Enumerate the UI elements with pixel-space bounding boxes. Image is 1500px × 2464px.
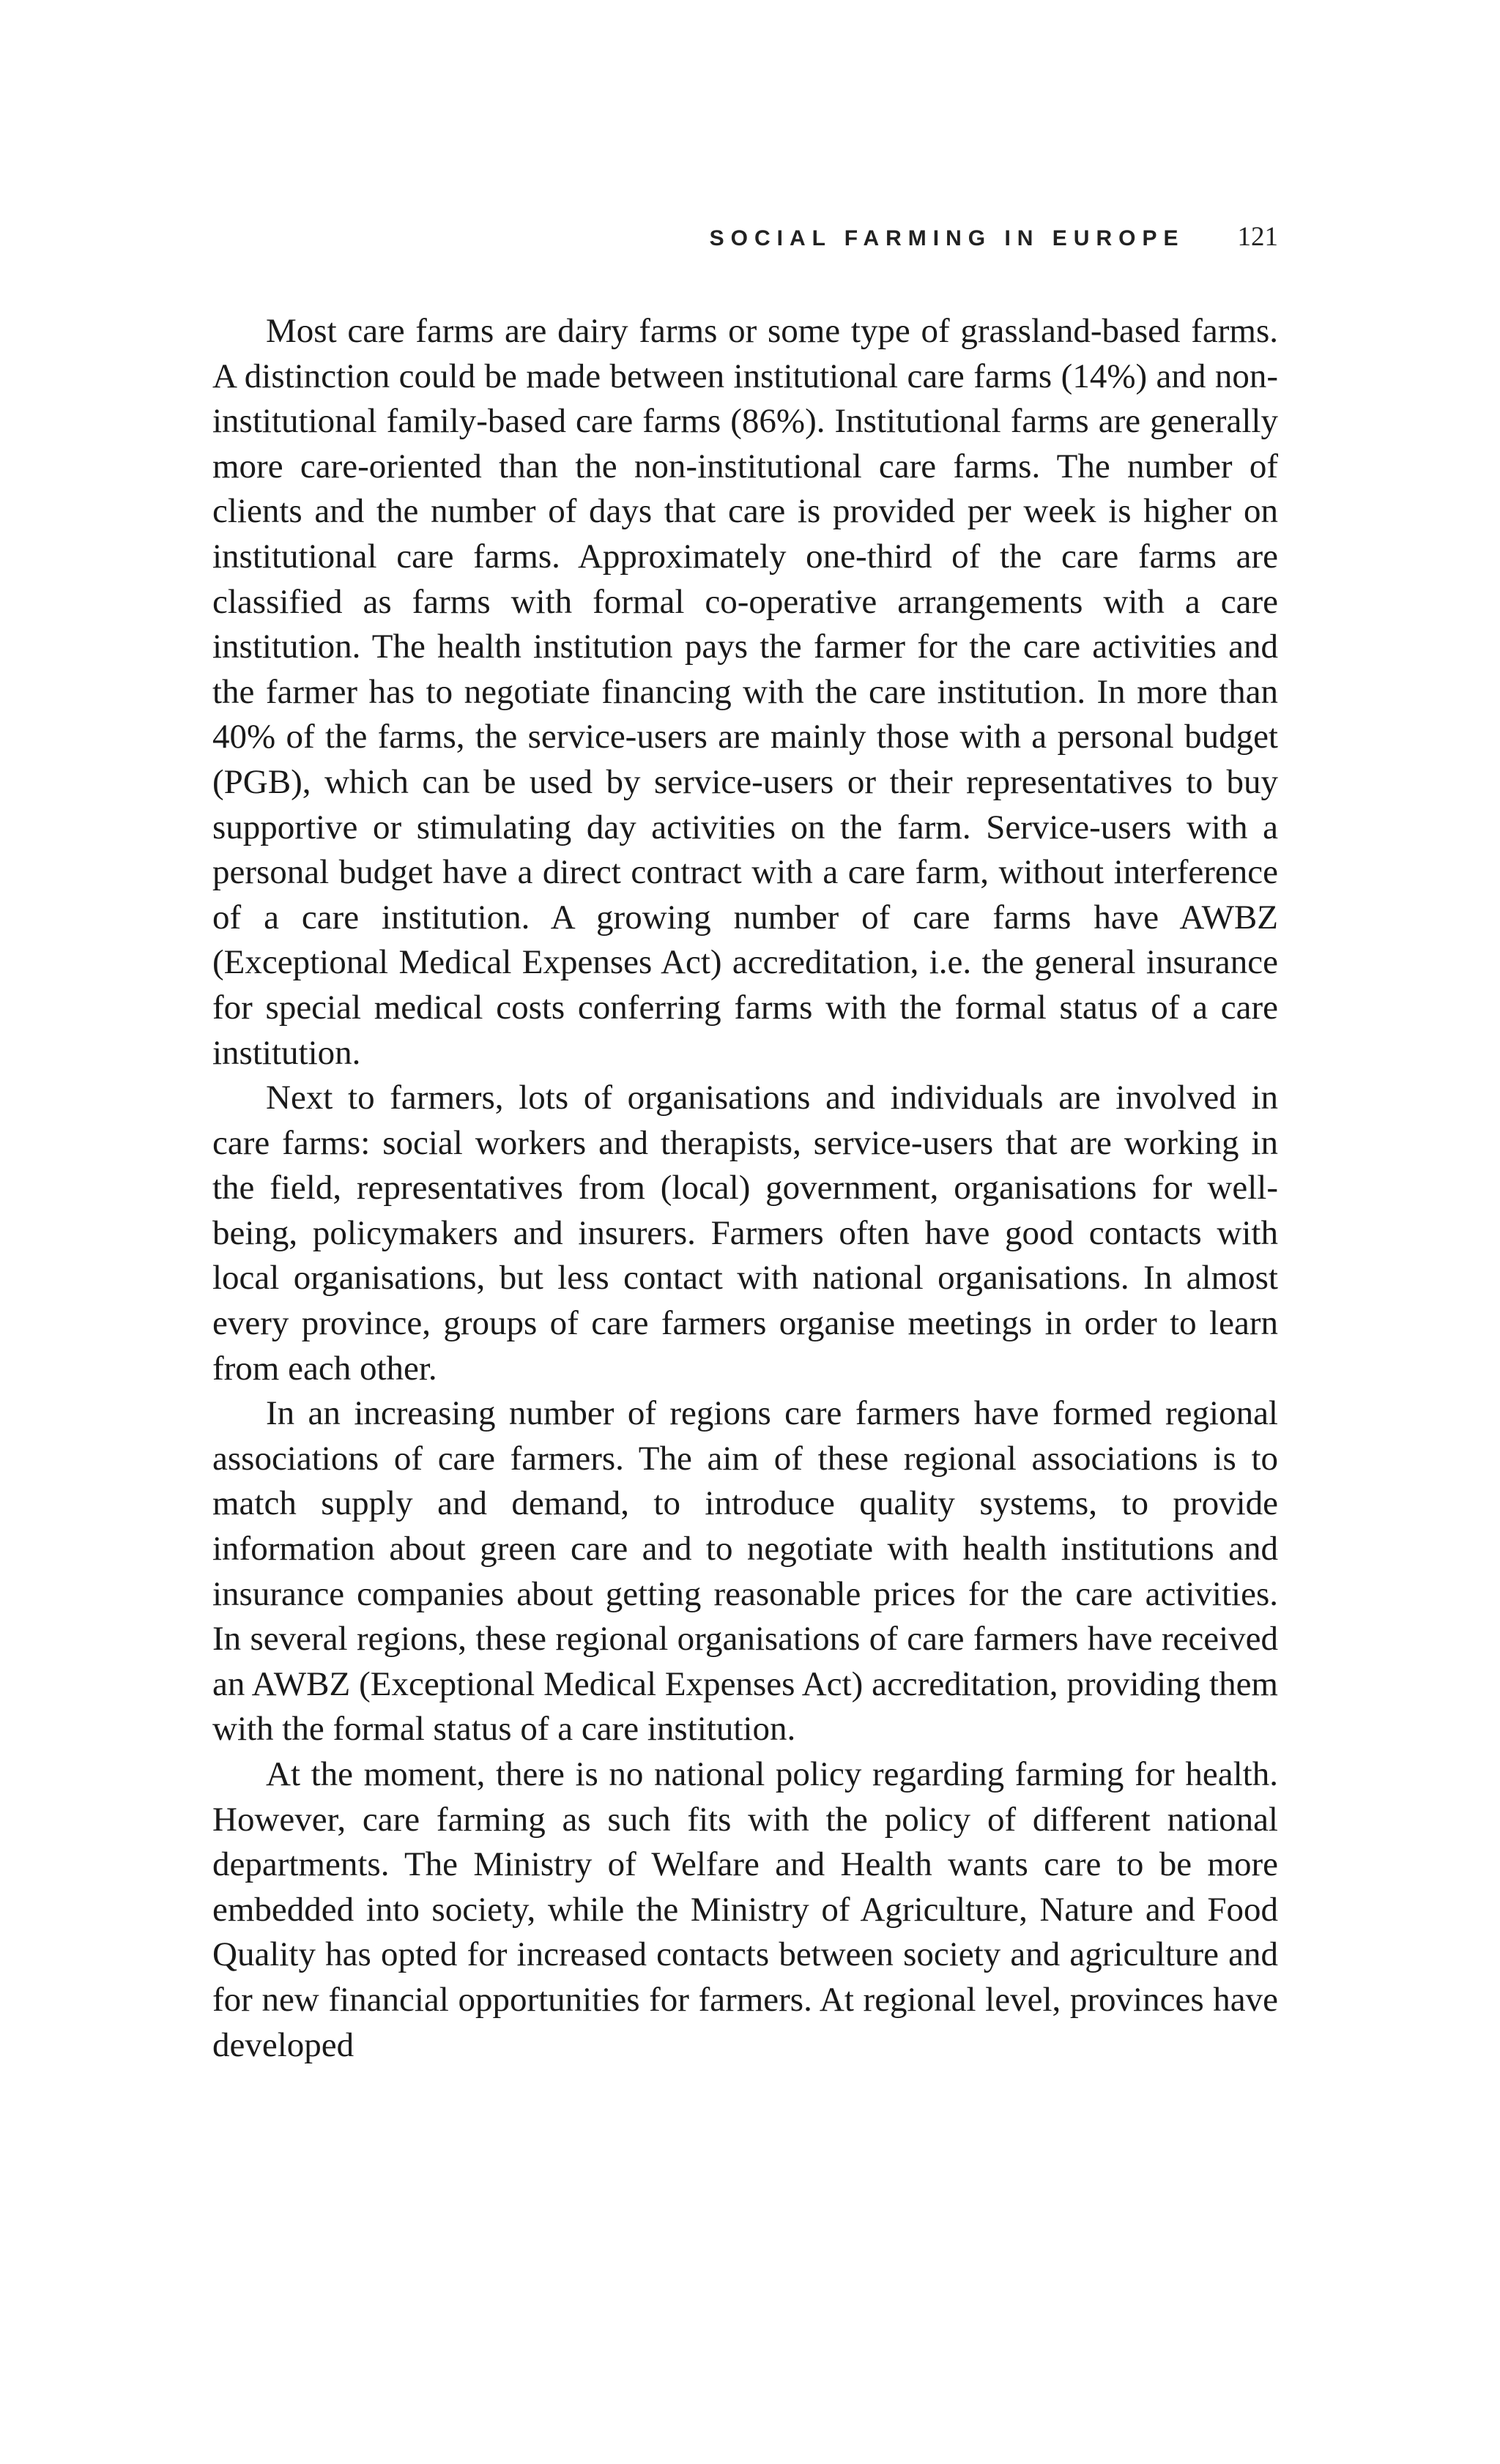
- page-number: 121: [1237, 222, 1278, 252]
- running-title: SOCIAL FARMING IN EUROPE: [709, 226, 1185, 250]
- running-head: [212, 221, 1278, 265]
- paragraph-regional-associations: In an increasing number of regions care farmers have formed regional associations of care farmers. The aim of these regional associations is to match supply and demand, to introduce quality systems, to provide information about green care and to negotiate with health institutions and insurance companies about getting reasonable prices for the care activities. In several regions, these regional organisations of care farmers have received an AWBZ (Exceptional Medical Expenses Act) accreditation, providing them with the formal status of a care institution.: [212, 1394, 1278, 1749]
- paragraph-stakeholders: Next to farmers, lots of organisations and individuals are involved in care farms: social workers and therapists, service-users that are working in the field, representatives from (local) government, organisations for well-being, policymakers and insurers. Farmers often have good contacts with local organisations, but less contact with national organisations. In almost every province, groups of care farmers organise meetings in order to learn from each other.: [212, 1079, 1278, 1388]
- paragraph-care-farm-types: Most care farms are dairy farms or some type of grassland-based farms. A distinction could be made between institutional care farms (14%) and non-institutional family-based care farms (86%). Institutional farms are generally more care-oriented than the non-institutional care farms. The number of clients and the number of days that care is provided per week is higher on institutional care farms. Approximately one-third of the care farms are classified as farms with formal co-operative arrangements with a care institution. The health institution pays the farmer for the care activities and the farmer has to negotiate financing with the care institution. In more than 40% of the farms, the service-users are mainly those with a personal budget (PGB), which can be used by service-users or their representatives to buy supportive or stimulating day activities on the farm. Service-users with a personal budget have a direct contract with a care farm, without interference of a care institution. A growing number of care farms have AWBZ (Exceptional Medical Expenses Act) accreditation, i.e. the general insurance for special medical costs conferring farms with the formal status of a care institution.: [212, 312, 1278, 1072]
- paragraph-national-policy: At the moment, there is no national policy regarding farming for health. However, care farming as such fits with the policy of different national departments. The Ministry of Welfare and Health wants care to be more embedded into society, while the Ministry of Agriculture, Nature and Food Quality has opted for increased contacts between society and agriculture and for new financial opportunities for farmers. At regional level, provinces have developed: [212, 1755, 1278, 2064]
- body-text: [212, 309, 1278, 2068]
